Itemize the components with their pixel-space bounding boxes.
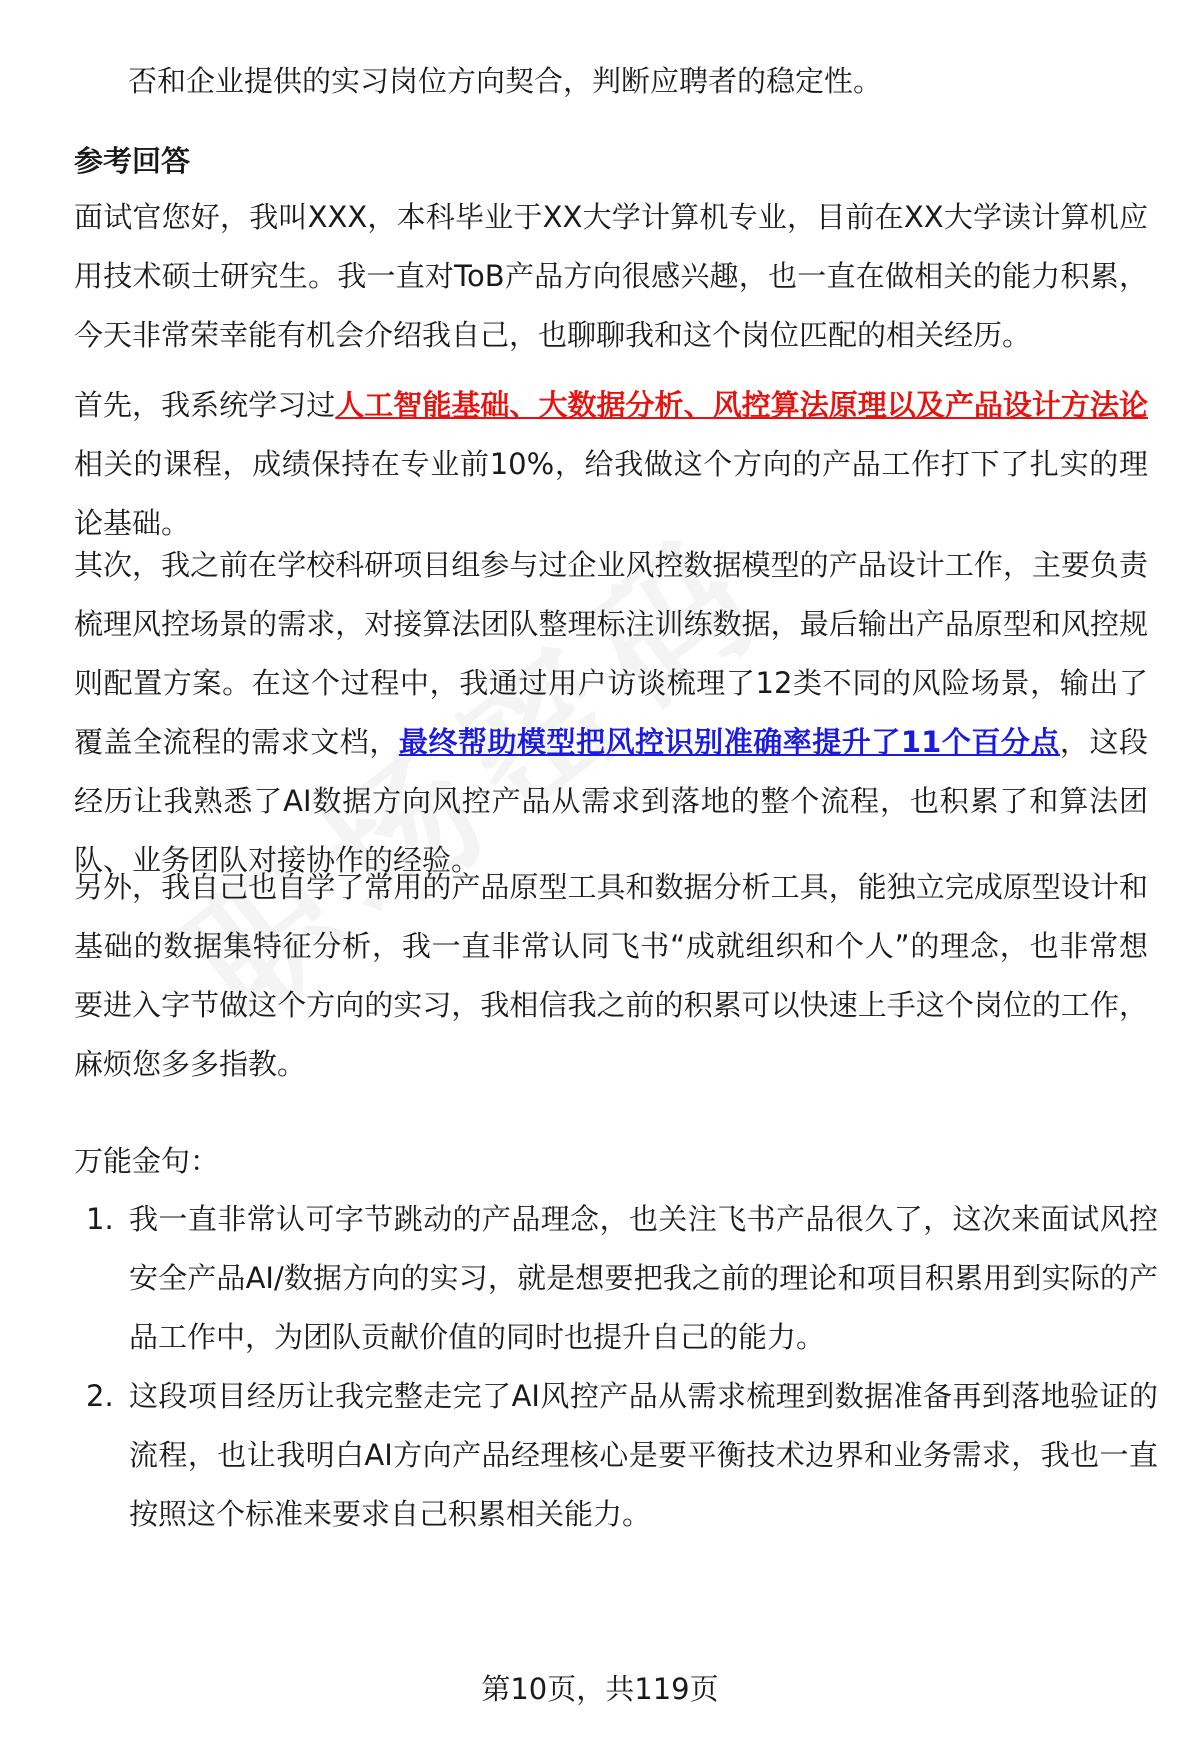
highlight-courses: 人工智能基础、大数据分析、风控算法原理以及产品设计方法论 [335,388,1148,422]
paragraph-second [74,536,1148,890]
section-heading: 参考回答 [74,144,191,178]
paragraph-first-before: 首先，我系统学习过 [74,388,336,422]
list-item-text: 我一直非常认可字节跳动的产品理念，也关注飞书产品很久了，这次来面试风控安全产品AI/数据方向的实习，就是想要把我之前的理论和项目积累用到实际的产品工作中，为团队贡献价值的同时也提升自己的能力。 [129,1202,1158,1354]
list-item [74,1190,1158,1367]
paragraph-first [74,376,1148,553]
list-item-number: 1. [86,1202,114,1236]
list-item-number: 2. [86,1379,114,1413]
paragraph-first-after: 相关的课程，成绩保持在专业前10%，给我做这个方向的产品工作打下了扎实的理论基础。 [74,447,1148,540]
list-item [74,1367,1158,1544]
list-item-text: 这段项目经历让我完整走完了AI风控产品从需求梳理到数据准备再到落地验证的流程，也让我明白AI方向产品经理核心是要平衡技术边界和业务需求，我也一直按照这个标准来要求自己积累相关能力。 [129,1379,1158,1531]
golden-sentences-list [74,1190,1158,1544]
page-footer: 第10页，共119页 [481,1672,719,1706]
paragraph-third: 另外，我自己也自学了常用的产品原型工具和数据分析工具，能独立完成原型设计和基础的数据集特征分析，我一直非常认同飞书“成就组织和个人”的理念，也非常想要进入字节做这个方向的实习，我相信我之前的积累可以快速上手这个岗位的工作，麻烦您多多指教。 [74,870,1148,1081]
continuation-text: 否和企业提供的实习岗位方向契合，判断应聘者的稳定性。 [128,64,883,98]
highlight-accuracy: 最终帮助模型把风控识别准确率提升了11个百分点 [398,725,1060,759]
intro-paragraph: 面试官您好，我叫XXX，本科毕业于XX大学计算机专业，目前在XX大学读计算机应用技术硕士研究生。我一直对ToB产品方向很感兴趣，也一直在做相关的能力积累，今天非常荣幸能有机会介绍我自己，也聊聊我和这个岗位匹配的相关经历。 [74,200,1148,352]
paragraph-second-before: 其次，我之前在学校科研项目组参与过企业风控数据模型的产品设计工作，主要负责梳理风控场景的需求，对接算法团队整理标注训练数据，最后输出产品原型和风控规则配置方案。在这个过程中，我通过用户访谈梳理了12类不同的风险场景，输出了覆盖全流程的需求文档， [74,548,1148,759]
paragraph-second-after: ，这段经历让我熟悉了AI数据方向风控产品从需求到落地的整个流程，也积累了和算法团队、业务团队对接协作的经验。 [74,725,1148,877]
golden-sentences-label: 万能金句： [74,1144,220,1178]
